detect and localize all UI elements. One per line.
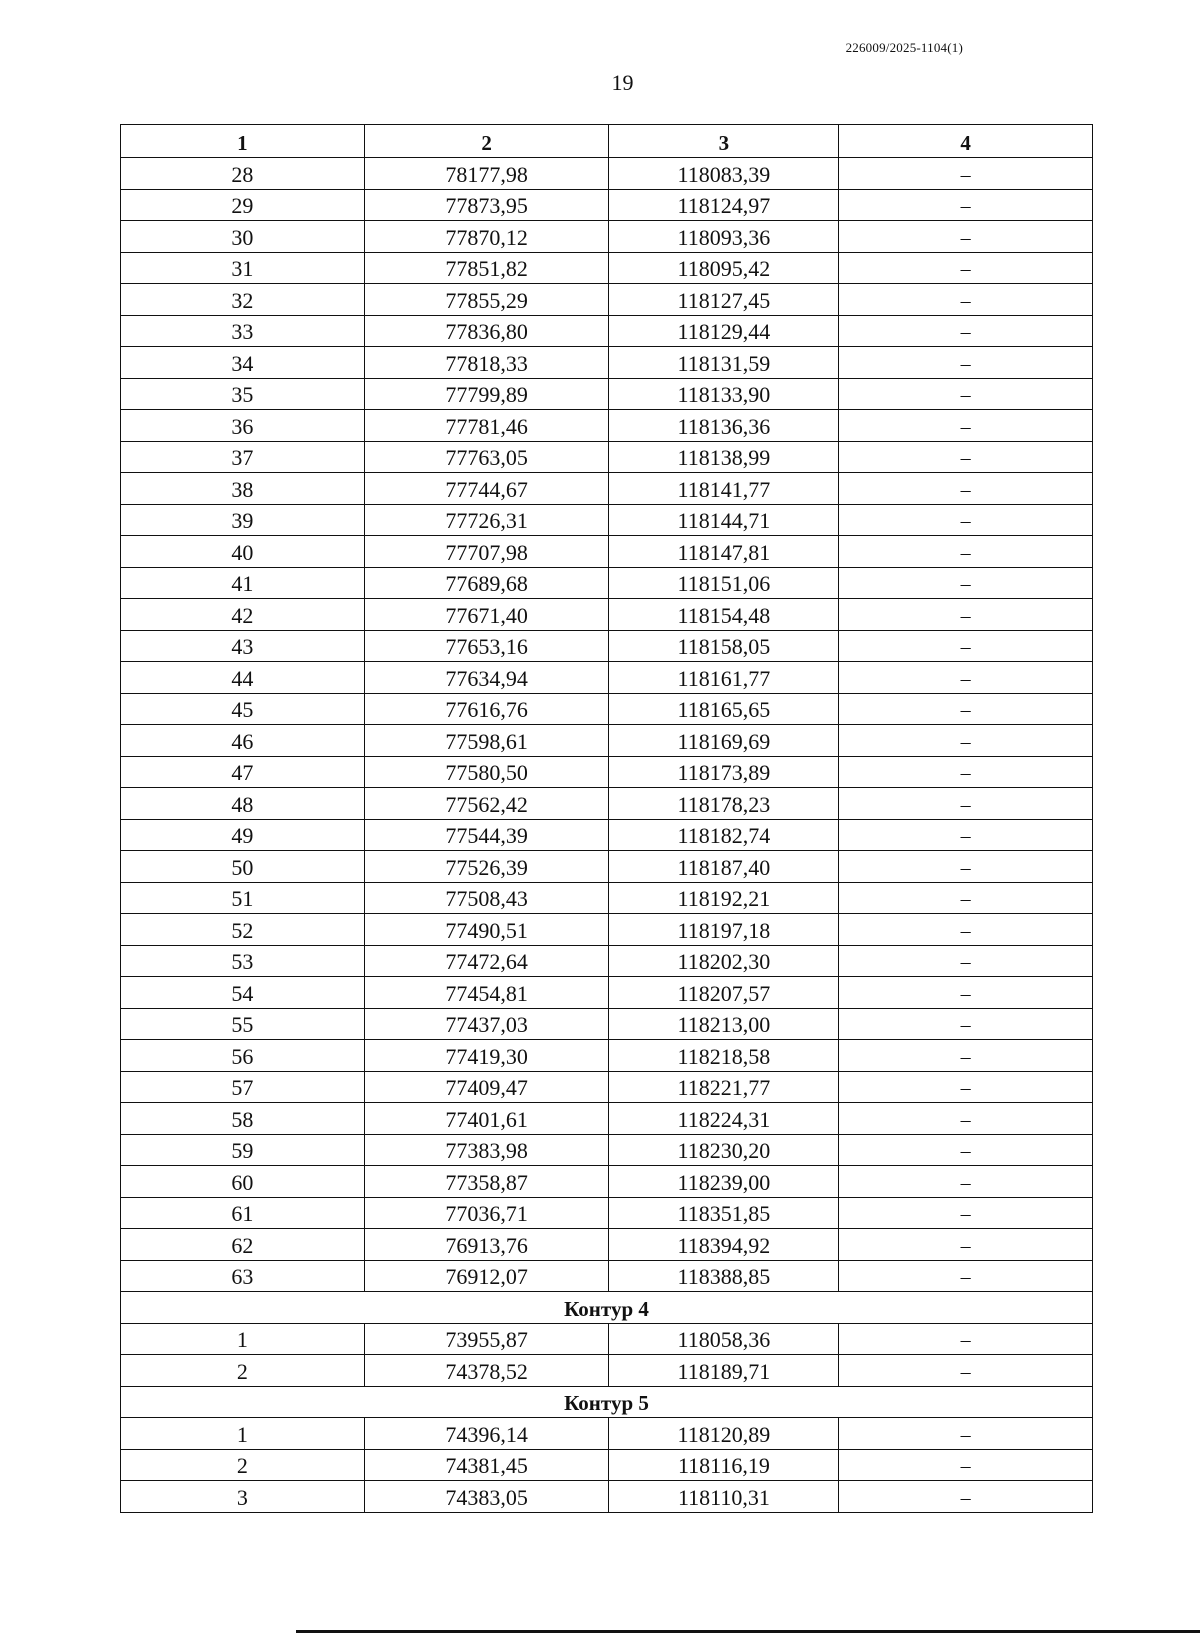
dash-cell: –: [839, 473, 1093, 505]
dash-cell: –: [839, 504, 1093, 536]
table-row: [121, 1008, 1093, 1040]
dash-cell: –: [839, 693, 1093, 725]
table-row: [121, 252, 1093, 284]
coordinate-cell: 74378,52: [364, 1355, 609, 1387]
coordinate-cell: 77454,81: [364, 977, 609, 1009]
table-row: [121, 536, 1093, 568]
point-number-cell: 61: [121, 1197, 365, 1229]
coordinate-cell: 77726,31: [364, 504, 609, 536]
coordinate-cell: 77870,12: [364, 221, 609, 253]
coordinate-cell: 77763,05: [364, 441, 609, 473]
section-title-row: [121, 1292, 1093, 1324]
dash-cell: –: [839, 788, 1093, 820]
coordinate-cell: 118218,58: [609, 1040, 839, 1072]
coordinate-cell: 77799,89: [364, 378, 609, 410]
dash-cell: –: [839, 1481, 1093, 1513]
dash-cell: –: [839, 221, 1093, 253]
dash-cell: –: [839, 441, 1093, 473]
dash-cell: –: [839, 1071, 1093, 1103]
point-number-cell: 60: [121, 1166, 365, 1198]
dash-cell: –: [839, 1229, 1093, 1261]
table-row: [121, 819, 1093, 851]
coordinate-cell: 77401,61: [364, 1103, 609, 1135]
point-number-cell: 3: [121, 1481, 365, 1513]
coordinate-cell: 118138,99: [609, 441, 839, 473]
table-row: [121, 315, 1093, 347]
table-row: [121, 599, 1093, 631]
table-row: [121, 1323, 1093, 1355]
coordinate-cell: 74383,05: [364, 1481, 609, 1513]
coordinate-cell: 77855,29: [364, 284, 609, 316]
dash-cell: –: [839, 1103, 1093, 1135]
table-row: [121, 630, 1093, 662]
table-row: [121, 1103, 1093, 1135]
coordinate-cell: 77653,16: [364, 630, 609, 662]
column-header: 3: [609, 125, 839, 158]
point-number-cell: 29: [121, 189, 365, 221]
table-row: [121, 1197, 1093, 1229]
dash-cell: –: [839, 977, 1093, 1009]
coordinate-cell: 118189,71: [609, 1355, 839, 1387]
dash-cell: –: [839, 252, 1093, 284]
coordinate-cell: 77689,68: [364, 567, 609, 599]
point-number-cell: 56: [121, 1040, 365, 1072]
dash-cell: –: [839, 1260, 1093, 1292]
table-row: [121, 1040, 1093, 1072]
point-number-cell: 33: [121, 315, 365, 347]
table-row: [121, 473, 1093, 505]
coordinate-cell: 74396,14: [364, 1418, 609, 1450]
coordinate-cell: 77851,82: [364, 252, 609, 284]
coordinate-cell: 118158,05: [609, 630, 839, 662]
coordinate-cell: 118197,18: [609, 914, 839, 946]
coordinate-cell: 76913,76: [364, 1229, 609, 1261]
dash-cell: –: [839, 1355, 1093, 1387]
coordinate-cell: 118202,30: [609, 945, 839, 977]
table-row: [121, 914, 1093, 946]
point-number-cell: 47: [121, 756, 365, 788]
coordinates-table: [120, 124, 1093, 1513]
coordinate-cell: 77508,43: [364, 882, 609, 914]
point-number-cell: 28: [121, 158, 365, 190]
point-number-cell: 49: [121, 819, 365, 851]
coordinate-cell: 118151,06: [609, 567, 839, 599]
table-row: [121, 441, 1093, 473]
coordinate-cell: 77707,98: [364, 536, 609, 568]
dash-cell: –: [839, 536, 1093, 568]
dash-cell: –: [839, 1166, 1093, 1198]
page-bottom-rule: [296, 1630, 1200, 1633]
point-number-cell: 1: [121, 1418, 365, 1450]
dash-cell: –: [839, 1418, 1093, 1450]
coordinate-cell: 118154,48: [609, 599, 839, 631]
section-title: Контур 4: [121, 1292, 1093, 1324]
point-number-cell: 58: [121, 1103, 365, 1135]
point-number-cell: 40: [121, 536, 365, 568]
section-title: Контур 5: [121, 1386, 1093, 1418]
point-number-cell: 36: [121, 410, 365, 442]
table-row: [121, 1071, 1093, 1103]
coordinate-cell: 77544,39: [364, 819, 609, 851]
point-number-cell: 53: [121, 945, 365, 977]
dash-cell: –: [839, 347, 1093, 379]
table-row: [121, 725, 1093, 757]
table-row: [121, 693, 1093, 725]
table-row: [121, 1134, 1093, 1166]
coordinate-cell: 77383,98: [364, 1134, 609, 1166]
dash-cell: –: [839, 410, 1093, 442]
coordinate-cell: 118394,92: [609, 1229, 839, 1261]
coordinate-cell: 118192,21: [609, 882, 839, 914]
point-number-cell: 2: [121, 1449, 365, 1481]
coordinate-cell: 118213,00: [609, 1008, 839, 1040]
coordinate-cell: 77818,33: [364, 347, 609, 379]
coordinate-cell: 118230,20: [609, 1134, 839, 1166]
dash-cell: –: [839, 1008, 1093, 1040]
table-row: [121, 851, 1093, 883]
coordinate-cell: 118110,31: [609, 1481, 839, 1513]
point-number-cell: 63: [121, 1260, 365, 1292]
coordinate-cell: 118161,77: [609, 662, 839, 694]
section-title-row: [121, 1386, 1093, 1418]
dash-cell: –: [839, 189, 1093, 221]
coordinate-cell: 118224,31: [609, 1103, 839, 1135]
coordinate-cell: 118095,42: [609, 252, 839, 284]
coordinate-cell: 118124,97: [609, 189, 839, 221]
point-number-cell: 31: [121, 252, 365, 284]
coordinate-cell: 77036,71: [364, 1197, 609, 1229]
coordinate-cell: 78177,98: [364, 158, 609, 190]
coordinate-cell: 77744,67: [364, 473, 609, 505]
coordinate-cell: 118182,74: [609, 819, 839, 851]
dash-cell: –: [839, 851, 1093, 883]
point-number-cell: 48: [121, 788, 365, 820]
point-number-cell: 57: [121, 1071, 365, 1103]
dash-cell: –: [839, 1323, 1093, 1355]
table-row: [121, 1355, 1093, 1387]
point-number-cell: 50: [121, 851, 365, 883]
coordinate-cell: 118136,36: [609, 410, 839, 442]
coordinate-cell: 118239,00: [609, 1166, 839, 1198]
coordinate-cell: 118093,36: [609, 221, 839, 253]
point-number-cell: 59: [121, 1134, 365, 1166]
dash-cell: –: [839, 662, 1093, 694]
dash-cell: –: [839, 378, 1093, 410]
coordinate-cell: 118133,90: [609, 378, 839, 410]
dash-cell: –: [839, 315, 1093, 347]
coordinate-cell: 118187,40: [609, 851, 839, 883]
dash-cell: –: [839, 630, 1093, 662]
coordinate-cell: 118169,69: [609, 725, 839, 757]
column-header: 1: [121, 125, 365, 158]
dash-cell: –: [839, 819, 1093, 851]
dash-cell: –: [839, 284, 1093, 316]
table-row: [121, 1166, 1093, 1198]
page-number: 19: [611, 70, 634, 95]
point-number-cell: 35: [121, 378, 365, 410]
coordinate-cell: 118144,71: [609, 504, 839, 536]
point-number-cell: 54: [121, 977, 365, 1009]
coordinate-cell: 118129,44: [609, 315, 839, 347]
dash-cell: –: [839, 1134, 1093, 1166]
point-number-cell: 51: [121, 882, 365, 914]
coordinate-cell: 77409,47: [364, 1071, 609, 1103]
dash-cell: –: [839, 567, 1093, 599]
dash-cell: –: [839, 945, 1093, 977]
coordinate-cell: 118351,85: [609, 1197, 839, 1229]
coordinate-cell: 77562,42: [364, 788, 609, 820]
table-row: [121, 1418, 1093, 1450]
coordinate-cell: 74381,45: [364, 1449, 609, 1481]
dash-cell: –: [839, 1449, 1093, 1481]
coordinate-cell: 118388,85: [609, 1260, 839, 1292]
table-row: [121, 567, 1093, 599]
table-row: [121, 378, 1093, 410]
table-row: [121, 347, 1093, 379]
point-number-cell: 30: [121, 221, 365, 253]
coordinate-cell: 77580,50: [364, 756, 609, 788]
point-number-cell: 1: [121, 1323, 365, 1355]
point-number-cell: 55: [121, 1008, 365, 1040]
table-row: [121, 284, 1093, 316]
point-number-cell: 34: [121, 347, 365, 379]
table-row: [121, 158, 1093, 190]
point-number-cell: 38: [121, 473, 365, 505]
table-row: [121, 221, 1093, 253]
dash-cell: –: [839, 1197, 1093, 1229]
dash-cell: –: [839, 725, 1093, 757]
coordinate-cell: 118173,89: [609, 756, 839, 788]
coordinate-cell: 77419,30: [364, 1040, 609, 1072]
coordinate-cell: 77526,39: [364, 851, 609, 883]
coordinate-cell: 76912,07: [364, 1260, 609, 1292]
table-row: [121, 945, 1093, 977]
table-row: [121, 756, 1093, 788]
table-row: [121, 788, 1093, 820]
coordinate-cell: 118178,23: [609, 788, 839, 820]
point-number-cell: 45: [121, 693, 365, 725]
table-row: [121, 189, 1093, 221]
coordinate-cell: 77781,46: [364, 410, 609, 442]
dash-cell: –: [839, 158, 1093, 190]
point-number-cell: 2: [121, 1355, 365, 1387]
coordinate-cell: 118120,89: [609, 1418, 839, 1450]
coordinate-cell: 77671,40: [364, 599, 609, 631]
coordinate-cell: 118147,81: [609, 536, 839, 568]
table-row: [121, 1260, 1093, 1292]
coordinate-cell: 118116,19: [609, 1449, 839, 1481]
point-number-cell: 39: [121, 504, 365, 536]
coordinate-cell: 77437,03: [364, 1008, 609, 1040]
point-number-cell: 62: [121, 1229, 365, 1261]
table-row: [121, 410, 1093, 442]
coordinate-cell: 77836,80: [364, 315, 609, 347]
coordinate-cell: 118127,45: [609, 284, 839, 316]
coordinate-cell: 118058,36: [609, 1323, 839, 1355]
point-number-cell: 32: [121, 284, 365, 316]
dash-cell: –: [839, 1040, 1093, 1072]
point-number-cell: 37: [121, 441, 365, 473]
column-header: 2: [364, 125, 609, 158]
coordinate-cell: 77490,51: [364, 914, 609, 946]
coordinate-cell: 118165,65: [609, 693, 839, 725]
table-row: [121, 1229, 1093, 1261]
document-id: 226009/2025-1104(1): [845, 40, 963, 55]
coordinate-cell: 73955,87: [364, 1323, 609, 1355]
point-number-cell: 42: [121, 599, 365, 631]
coordinate-cell: 77873,95: [364, 189, 609, 221]
dash-cell: –: [839, 756, 1093, 788]
column-header: 4: [839, 125, 1093, 158]
table-row: [121, 1481, 1093, 1513]
table-row: [121, 1449, 1093, 1481]
coordinate-cell: 118141,77: [609, 473, 839, 505]
point-number-cell: 43: [121, 630, 365, 662]
coordinate-cell: 77616,76: [364, 693, 609, 725]
table-row: [121, 504, 1093, 536]
dash-cell: –: [839, 914, 1093, 946]
table-row: [121, 977, 1093, 1009]
dash-cell: –: [839, 882, 1093, 914]
point-number-cell: 52: [121, 914, 365, 946]
point-number-cell: 41: [121, 567, 365, 599]
table-header-row: [121, 125, 1093, 158]
point-number-cell: 46: [121, 725, 365, 757]
coordinate-cell: 77634,94: [364, 662, 609, 694]
point-number-cell: 44: [121, 662, 365, 694]
coordinate-cell: 77472,64: [364, 945, 609, 977]
coordinate-cell: 118221,77: [609, 1071, 839, 1103]
table-row: [121, 882, 1093, 914]
coordinate-cell: 118083,39: [609, 158, 839, 190]
coordinate-cell: 77598,61: [364, 725, 609, 757]
table-row: [121, 662, 1093, 694]
dash-cell: –: [839, 599, 1093, 631]
coordinate-cell: 118131,59: [609, 347, 839, 379]
coordinate-cell: 77358,87: [364, 1166, 609, 1198]
coordinate-cell: 118207,57: [609, 977, 839, 1009]
